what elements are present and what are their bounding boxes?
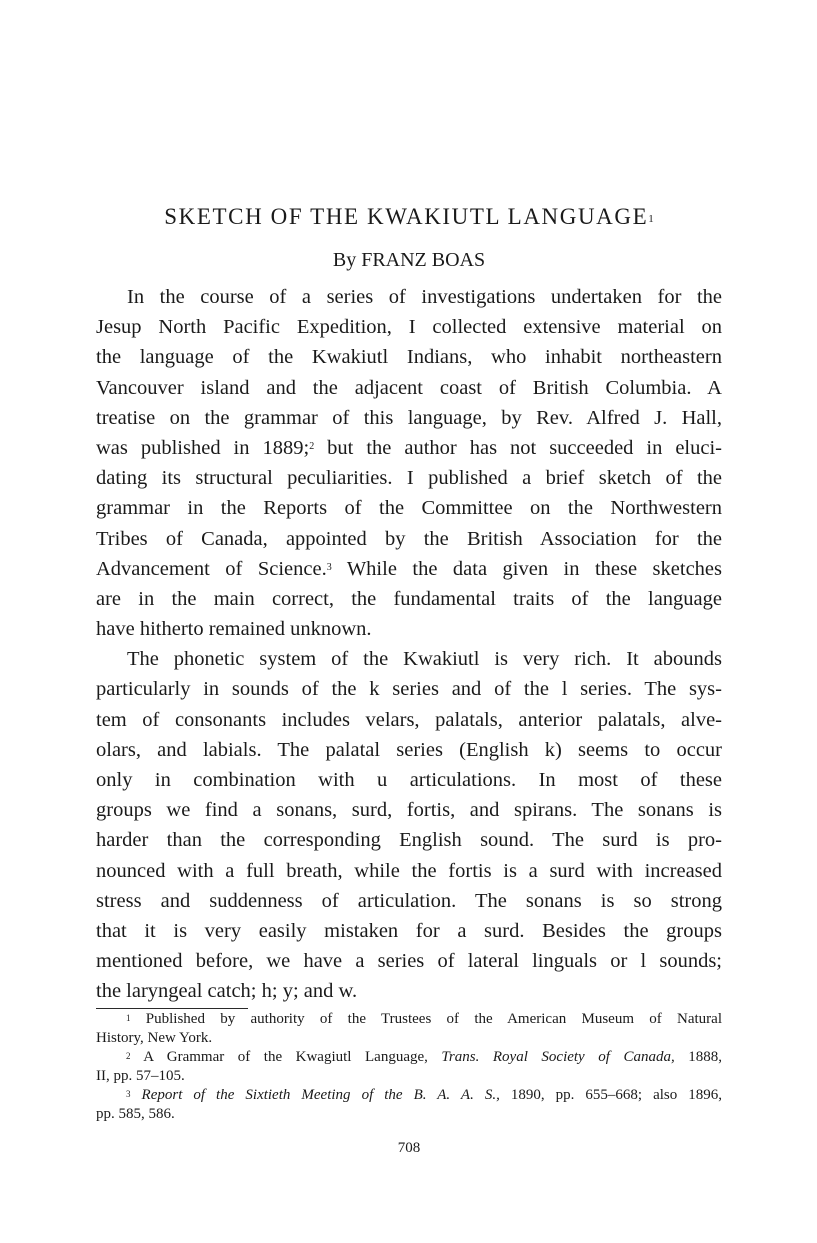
footnote-mark-2: 2 <box>309 440 315 452</box>
footnote-2-year: 1888, <box>688 1049 722 1065</box>
body-line-part: was published in 1889; <box>96 436 310 459</box>
article-title-text: SKETCH OF THE KWAKIUTL LANGUAGE <box>164 204 649 229</box>
body-line: olars, and labials. The palatal series (English k) seems to occur <box>96 738 722 761</box>
body-line: Jesup North Pacific Expedition, I collected extensive material on <box>96 316 722 339</box>
body-line: the laryngeal catch; h; y; and w. <box>96 980 358 1003</box>
body-line: The phonetic system of the Kwakiutl is very rich. It abounds <box>127 648 722 671</box>
body-line <box>96 433 722 463</box>
footnote-divider <box>96 1008 248 1009</box>
body-line: have hitherto remained unknown. <box>96 618 372 641</box>
body-line: the language of the Kwakiutl Indians, who inhabit northeastern <box>96 346 722 369</box>
body-line <box>96 554 722 584</box>
footnote-3 <box>96 1086 722 1105</box>
footnote-1-continued: History, New York. <box>96 1030 213 1046</box>
footnote-mark-3: 3 <box>326 561 332 573</box>
body-line: harder than the corresponding English sound. The surd is pro- <box>96 829 722 852</box>
body-line: particularly in sounds of the k series and of the l series. The sys- <box>96 678 722 701</box>
article-body <box>96 282 722 1007</box>
body-line: that it is very easily mistaken for a surd. Besides the groups <box>96 919 722 942</box>
byline-by: By <box>332 249 357 271</box>
body-line-part: While the data given in these sketches <box>331 557 722 580</box>
footnote-3-report: Report of the Sixtieth Meeting of the B. A. A. S., <box>141 1087 500 1103</box>
byline <box>96 245 722 275</box>
body-line: tem of consonants includes velars, palatals, anterior palatals, alve- <box>96 708 722 731</box>
byline-author: FRANZ BOAS <box>361 249 486 271</box>
body-line: nounced with a full breath, while the fortis is a surd with increased <box>96 859 722 882</box>
article-title <box>96 202 722 232</box>
body-line-part: but the author has not succeeded in eluci- <box>314 436 722 459</box>
footnotes <box>96 1010 722 1124</box>
footnote-3-text: 1890, pp. 655–668; also 1896, <box>510 1087 723 1103</box>
body-line: dating its structural peculiarities. I published a brief sketch of the <box>96 467 722 490</box>
footnote-2-text: A Grammar of the Kwagiutl Language, <box>143 1049 428 1065</box>
body-line: In the course of a series of investigations undertaken for the <box>127 286 722 308</box>
body-line: grammar in the Reports of the Committee on the Northwestern <box>96 497 722 520</box>
body-line: only in combination with u articulations. In most of these <box>96 769 722 791</box>
footnote-3-mark: 3 <box>126 1089 131 1099</box>
footnote-2-continued: II, pp. 57–105. <box>96 1068 185 1084</box>
title-footnote-mark: 1 <box>648 213 654 225</box>
page-number: 708 <box>397 1140 421 1156</box>
body-line-part: Advancement of Science. <box>96 557 327 580</box>
footnote-2-journal: Trans. Royal Society of Canada, <box>441 1049 675 1065</box>
body-line: treatise on the grammar of this language, by Rev. Alfred J. Hall, <box>96 406 722 429</box>
footnote-2-mark: 2 <box>126 1051 131 1061</box>
footnote-1-text: Published by authority of the Trustees of the American Museum of Natural <box>145 1011 722 1027</box>
footnote-3-continued: pp. 585, 586. <box>96 1106 175 1122</box>
footnote-1-mark: 1 <box>126 1013 131 1023</box>
footnote-2 <box>96 1048 722 1067</box>
body-line: Vancouver island and the adjacent coast of British Columbia. A <box>96 376 722 399</box>
footnote-1 <box>96 1010 722 1029</box>
body-line: Tribes of Canada, appointed by the British Association for the <box>96 527 722 550</box>
body-line: mentioned before, we have a series of lateral linguals or l sounds; <box>96 950 722 973</box>
body-line: groups we find a sonans, surd, fortis, and spirans. The sonans is <box>96 799 722 822</box>
body-line: stress and suddenness of articulation. The sonans is so strong <box>96 889 722 912</box>
body-line: are in the main correct, the fundamental traits of the language <box>96 587 722 610</box>
